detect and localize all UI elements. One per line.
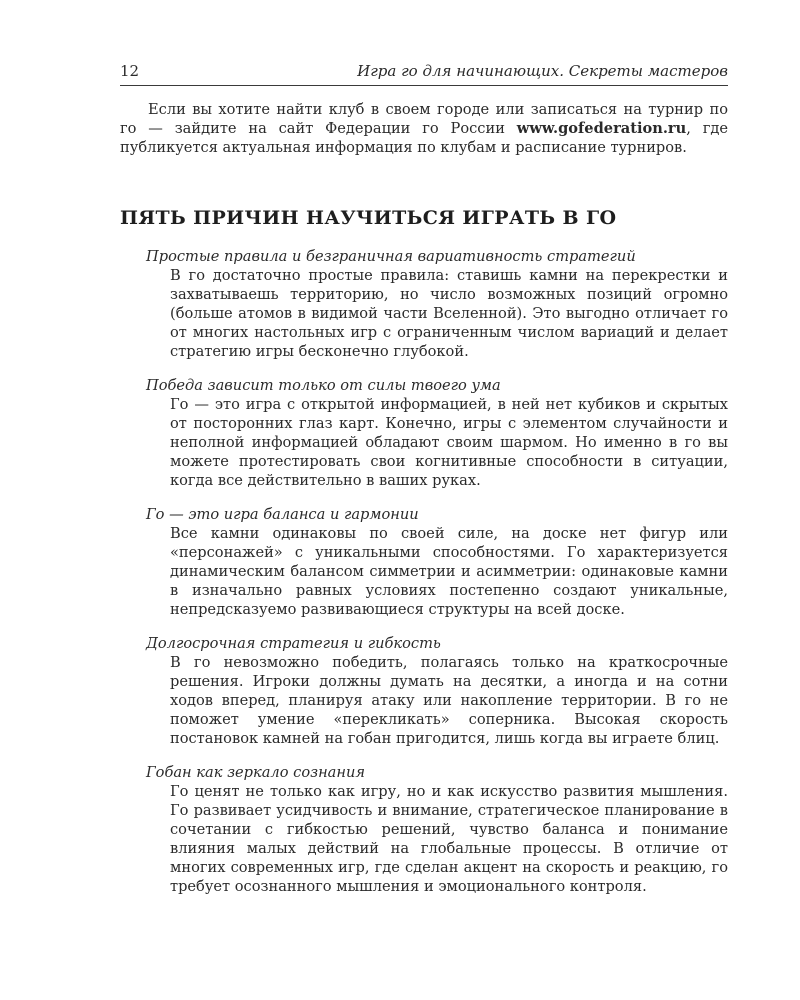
reason-title: Простые правила и безграничная вариативность стратегий	[146, 248, 636, 265]
reason-title: Долгосрочная стратегия и гибкость	[146, 635, 441, 652]
book-page	[120, 62, 728, 911]
reason-title: Победа зависит только от силы твоего ума	[146, 377, 501, 394]
reason-item-2	[120, 376, 728, 490]
intro-paragraph	[120, 100, 728, 157]
reason-text: Все камни одинаковы по своей силе, на доске нет фигур или «персонажей» с уникальными способностями. Го характеризуется динамическим балансом симметрии и асимметрии: одинаковые камни в изначально равных условиях постепенно создают уникальные, непредсказуемо развивающиеся структуры на всей доске.	[170, 525, 728, 618]
reason-item-5	[120, 763, 728, 896]
section-heading: ПЯТЬ ПРИЧИН НАУЧИТЬСЯ ИГРАТЬ В ГО	[120, 207, 617, 229]
intro-text-end: , где публикуется актуальная информация по клубам и расписание турниров.	[120, 120, 728, 156]
reason-title: Го — это игра баланса и гармонии	[146, 506, 419, 523]
book-title: Игра го для начинающих. Секреты мастеров	[357, 62, 728, 80]
page-number: 12	[120, 62, 140, 80]
running-header	[120, 62, 728, 86]
reason-item-1	[120, 247, 728, 361]
reason-item-3	[120, 505, 728, 619]
reason-text: Го — это игра с открытой информацией, в ней нет кубиков и скрытых от посторонних глаз карт. Конечно, игры с элементом случайности и неполной информацией обладают своим шармом. Но именно в го вы можете протестировать свои когнитивные способности в ситуации, когда все действительно в ваших руках.	[170, 396, 728, 489]
federation-website: www.gofederation.ru	[516, 120, 687, 137]
reason-text: Го ценят не только как игру, но и как искусство развития мышления. Го развивает усидчивость и внимание, стратегическое планирование в сочетании с гибкостью решений, чувство баланса и понимание влияния малых действий на глобальные процессы. В отличие от многих современных игр, где сделан акцент на скорость и реакцию, го требует осознанного мышления и эмоционального контроля.	[170, 783, 728, 895]
reason-text: В го достаточно простые правила: ставишь камни на перекрестки и захватываешь территорию, но число возможных позиций огромно (больше атомов в видимой части Вселенной). Это выгодно отличает го от многих настольных игр с ограниченным числом вариаций и делает стратегию игры бесконечно глубокой.	[170, 267, 728, 360]
intro-text-start: Если вы хотите найти клуб в своем городе или записаться на турнир по го — зайдите на сайт Федерации го России	[120, 101, 728, 137]
reason-title: Гобан как зеркало сознания	[146, 764, 366, 781]
reason-item-4	[120, 634, 728, 748]
reason-text: В го невозможно победить, полагаясь только на краткосрочные решения. Игроки должны думать на десятки, а иногда и на сотни ходов вперед, планируя атаку или накопление территории. В го не поможет умение «перекликать» соперника. Высокая скорость постановок камней на гобан пригодится, лишь когда вы играете блиц.	[170, 654, 728, 747]
